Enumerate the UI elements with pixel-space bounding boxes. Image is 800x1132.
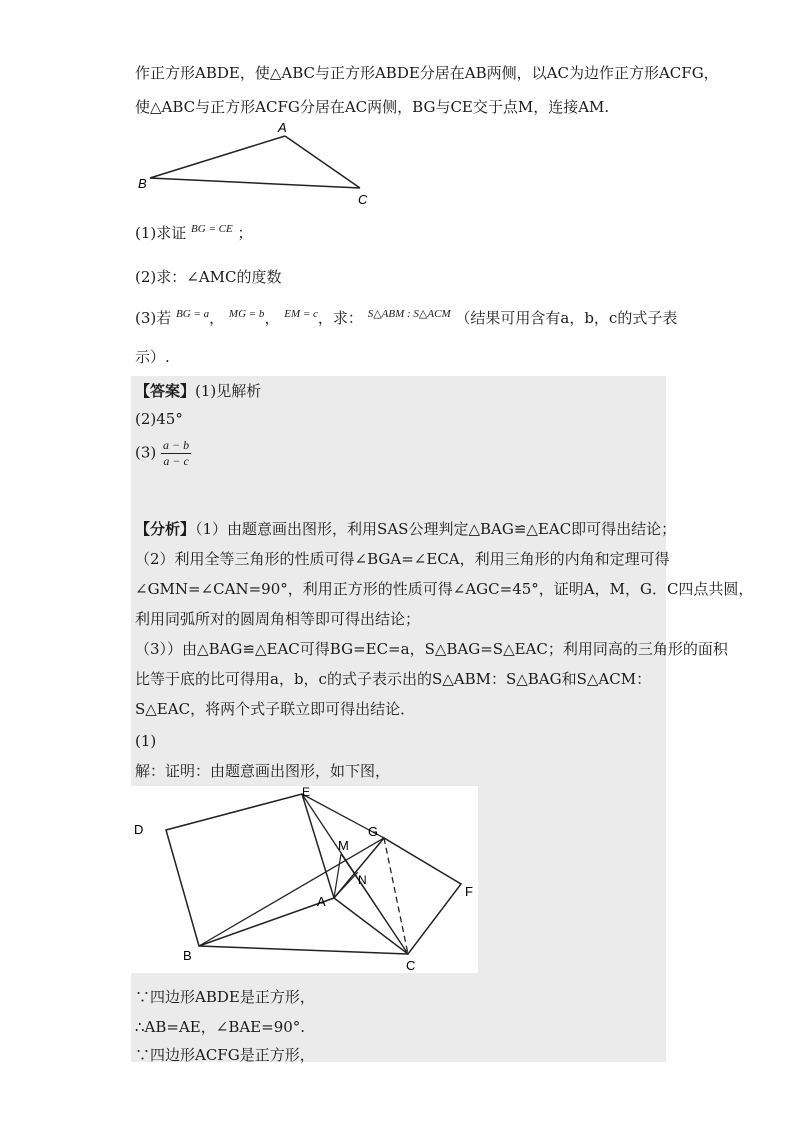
problem-line-1: 作正方形ABDE，使△ABC与正方形ABDE分居在AB两侧，以AC为边作正方形ACFG， — [135, 64, 719, 82]
q1-suffix: ； — [237, 224, 253, 242]
analysis-line-5: （3））由△BAG≌△EAC可得BG=EC=a，S△BAG=S△EAC；利用同高的三角形的面积 — [135, 640, 728, 658]
fig-label-g: G — [368, 824, 379, 839]
answer-3-fraction — [161, 438, 191, 469]
solution-part: (1) — [135, 732, 157, 750]
fig-label-e: E — [302, 786, 311, 799]
fig-label-n: N — [358, 873, 367, 887]
problem-line-2: 使△ABC与正方形ACFG分居在AC两侧，BG与CE交于点M，连接AM. — [135, 98, 610, 116]
analysis-line-3: ∠GMN=∠CAN=90°，利用正方形的性质可得∠AGC=45°，证明A，M，G．C四点共圆， — [135, 580, 754, 598]
answer-3-numerator: a − b — [163, 438, 190, 452]
q3-bg: BG = a — [176, 308, 210, 320]
q3-mg: MG = b — [228, 308, 265, 320]
question-1 — [135, 222, 252, 243]
analysis-line-2: （2）利用全等三角形的性质可得∠BGA=∠ECA，利用三角形的内角和定理可得 — [135, 550, 670, 568]
analysis-line-6: 比等于底的比可得用a，b，c的式子表示出的S△ABM：S△BAG和S△ACM： — [135, 670, 652, 688]
triangle-figure — [130, 120, 380, 210]
solution-step-1: ∵四边形ABDE是正方形， — [135, 988, 315, 1006]
tri-label-b: B — [138, 176, 147, 191]
question-3-cont: 示）. — [135, 348, 170, 366]
analysis-l1: （1）由题意画出图形，利用SAS公理判定△BAG≌△EAC即可得出结论； — [195, 520, 677, 538]
analysis-label: 【分析】 — [135, 520, 196, 538]
answer-3-prefix: (3) — [135, 443, 157, 462]
q3-note: （结果可用含有a，b，c的式子表 — [455, 309, 678, 327]
fig-label-b: B — [183, 948, 192, 963]
tri-label-a: A — [278, 120, 287, 135]
fig-label-c: C — [406, 958, 416, 973]
q3-ask: ，求： — [317, 309, 363, 327]
fig-label-m: M — [338, 838, 349, 853]
solution-step-2: ∴AB=AE，∠BAE=90°. — [135, 1018, 306, 1036]
answer-3-denominator: a − c — [163, 454, 189, 468]
fig-label-a: A — [317, 894, 326, 909]
analysis-line-1 — [135, 518, 676, 539]
q3-em: EM = c — [284, 308, 318, 320]
answer-1-text: (1)见解析 — [195, 382, 262, 400]
q1-prefix: (1)求证 — [135, 224, 187, 242]
fig-label-d: D — [134, 822, 144, 837]
q1-formula: BG = CE — [191, 223, 233, 235]
question-2: (2)求：∠AMC的度数 — [135, 268, 282, 286]
solution-step-3: ∵四边形ACFG是正方形， — [135, 1046, 315, 1064]
answer-2: (2)45° — [135, 410, 183, 428]
answer-label: 【答案】 — [135, 382, 196, 400]
q3-prefix: (3)若 — [135, 309, 172, 327]
analysis-line-4: 利用同弧所对的圆周角相等即可得出结论； — [135, 610, 421, 628]
solution-intro: 解：证明：由题意画出图形，如下图， — [135, 762, 391, 780]
answer-3 — [135, 438, 191, 469]
answer-1 — [135, 380, 261, 401]
question-3: (3)若 $^{BG = a}$， $^{MG = b}$， $^{EM = c}$，求： $^{S\triangle ABM : S\triangle ACM}$ （结果可用含有a，b，c的式子表 — [135, 308, 678, 327]
tri-label-c: C — [358, 192, 368, 207]
analysis-line-7: S△EAC，将两个式子联立即可得出结论． — [135, 700, 416, 718]
geometry-figure — [131, 786, 478, 973]
q3-ratio: S△ABM : S△ACM — [367, 308, 451, 320]
fig-label-f: F — [465, 884, 473, 899]
